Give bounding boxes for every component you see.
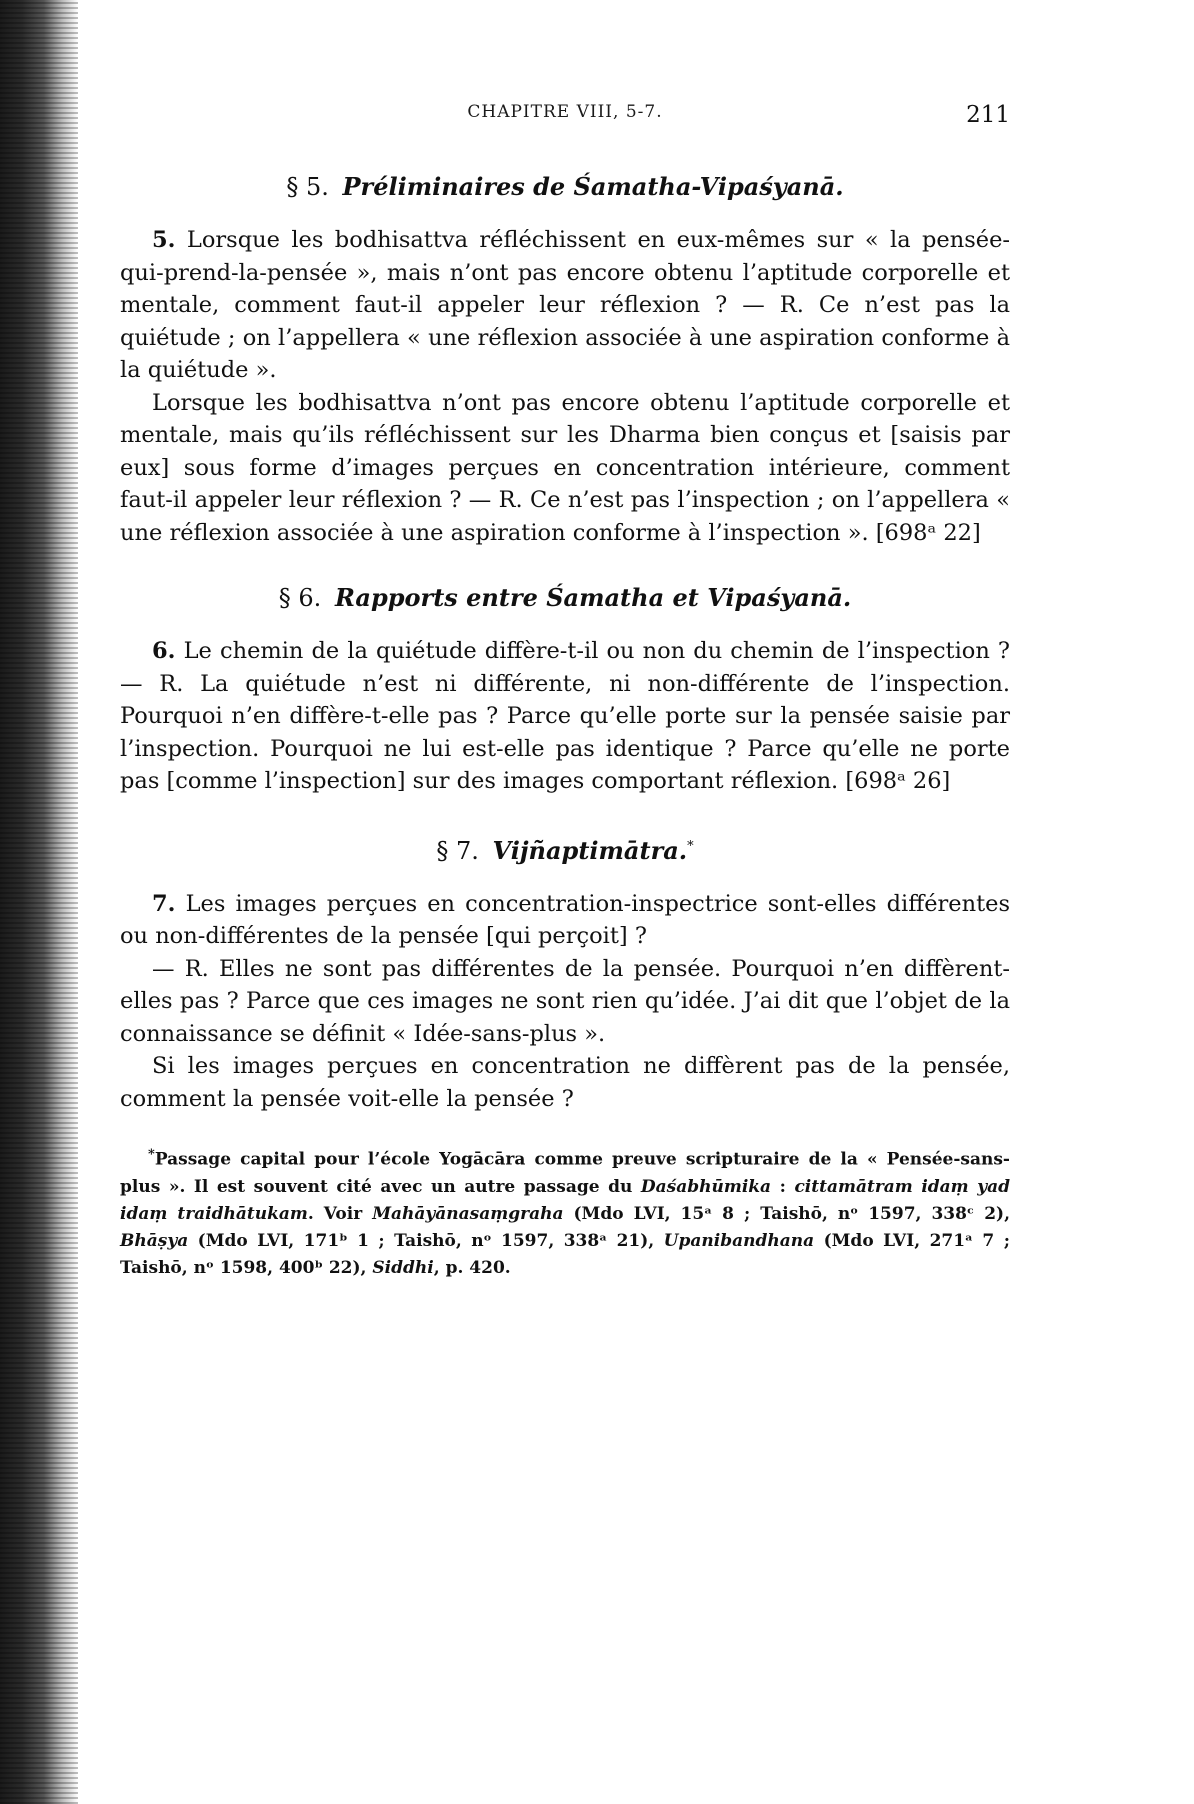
footnote-work-title: Upanibandhana (663, 1230, 815, 1251)
paragraph (120, 224, 1010, 387)
footnote-text: (Mdo LVI, 171ᵇ 1 ; Taishō, nᵒ 1597, 338ᵃ 21), (188, 1230, 664, 1251)
footnote-work-title: Mahāyānasaṃgraha (372, 1203, 564, 1224)
paragraph (120, 888, 1010, 953)
paragraph-text: Le chemin de la quiétude diffère-t-il ou non du chemin de l’inspection ? — R. La quiétude n’est ni différente, ni non-différente de l’inspection. Pourquoi n’en diffère-t-elle pas ? Parce qu’elle porte sur la pensée saisie par l’inspection. Pourquoi ne lui est-elle pas identique ? Parce qu’elle ne porte pas [comme l’inspection] sur des images comportant réflexion. [698ᵃ 26] (120, 638, 1010, 794)
section-mark: § 5. (286, 173, 329, 201)
footnote-marker: * (148, 1147, 155, 1162)
footnote-work-title: Daśabhūmika (640, 1176, 772, 1197)
paragraph (120, 635, 1010, 798)
paragraph-number: 6. (152, 638, 176, 664)
footnote-text: : (771, 1176, 795, 1197)
section-title: Préliminaires de Śamatha-Vipaśyanā. (342, 172, 844, 201)
footnote-reference[interactable]: * (687, 838, 694, 854)
footnote-text: Passage capital pour l’école Yogācāra comme preuve scripturaire de la « Pensée-sans-plus ». Il est souvent cité avec un autre passage du (120, 1149, 1010, 1197)
book-page (120, 96, 1010, 1282)
section-mark: § 6. (278, 584, 322, 612)
paragraph-text: Si les images perçues en concentration ne diffèrent pas de la pensée, comment la pensée voit-elle la pensée ? (120, 1053, 1010, 1112)
section-heading-7 (120, 832, 1010, 866)
section-title: Rapports entre Śamatha et Vipaśyanā. (334, 583, 852, 612)
footnote-text: . Voir (307, 1203, 373, 1224)
paragraph (120, 1050, 1010, 1115)
running-head (120, 96, 1010, 132)
paragraph-number: 5. (152, 227, 176, 253)
section-mark: § 7. (436, 836, 479, 865)
footnote-work-title: Siddhi (372, 1257, 434, 1278)
paragraph-text: — R. Elles ne sont pas différentes de la pensée. Pourquoi n’en diffèrent-elles pas ? Parce que ces images ne sont rien qu’idée. J’ai dit que l’objet de la connaissance se définit « Idée-sans-plus ». (120, 955, 1010, 1047)
paragraph-text: Les images perçues en concentration-inspectrice sont-elles différentes ou non-différentes de la pensée [qui perçoit] ? (120, 890, 1010, 949)
paragraph-number: 7. (152, 890, 176, 917)
section-heading-6 (120, 583, 1010, 613)
paragraph-text: Lorsque les bodhisattva n’ont pas encore obtenu l’aptitude corporelle et mentale, mais qu’ils réfléchissent sur les Dharma bien conçus et [saisis par eux] sous forme d’images perçues en concentration intérieure, comment faut-il appeler leur réflexion ? — R. Ce n’est pas l’inspection ; on l’appellera « une réflexion associée à une aspiration conforme à l’inspection ». [698ᵃ 22] (120, 389, 1010, 546)
page-number: 211 (966, 102, 1010, 128)
footnote-quotation: cittamātram idaṃ yad idaṃ traidhātukam (120, 1176, 1010, 1224)
running-title: CHAPITRE VIII, 5-7. (467, 102, 663, 122)
footnote-text: , p. 420. (433, 1257, 511, 1278)
footnote-text: (Mdo LVI, 15ᵃ 8 ; Taishō, nᵒ 1597, 338ᶜ 2), (563, 1203, 1010, 1224)
section-heading-5 (120, 172, 1010, 202)
footnote-work-title: Bhāṣya (120, 1230, 189, 1251)
paragraph-text: Lorsque les bodhisattva réfléchissent en eux-mêmes sur « la pensée-qui-prend-la-pensée », mais n’ont pas encore obtenu l’aptitude corporelle et mentale, comment faut-il appeler leur réflexion ? — R. Ce n’est pas la quiétude ; on l’appellera « une réflexion associée à une aspiration conforme à la quiétude ». (120, 227, 1011, 383)
section-title: Vijñaptimātra. (492, 835, 688, 865)
paragraph (120, 953, 1010, 1051)
footnotes (120, 1141, 1010, 1282)
paragraph (120, 387, 1010, 550)
scanned-binding-edge (0, 0, 78, 1804)
footnote (120, 1141, 1010, 1282)
footnote-text: (Mdo LVI, 271ᵃ 7 ; Taishō, nᵒ 1598, 400ᵇ 22), (120, 1230, 1010, 1278)
